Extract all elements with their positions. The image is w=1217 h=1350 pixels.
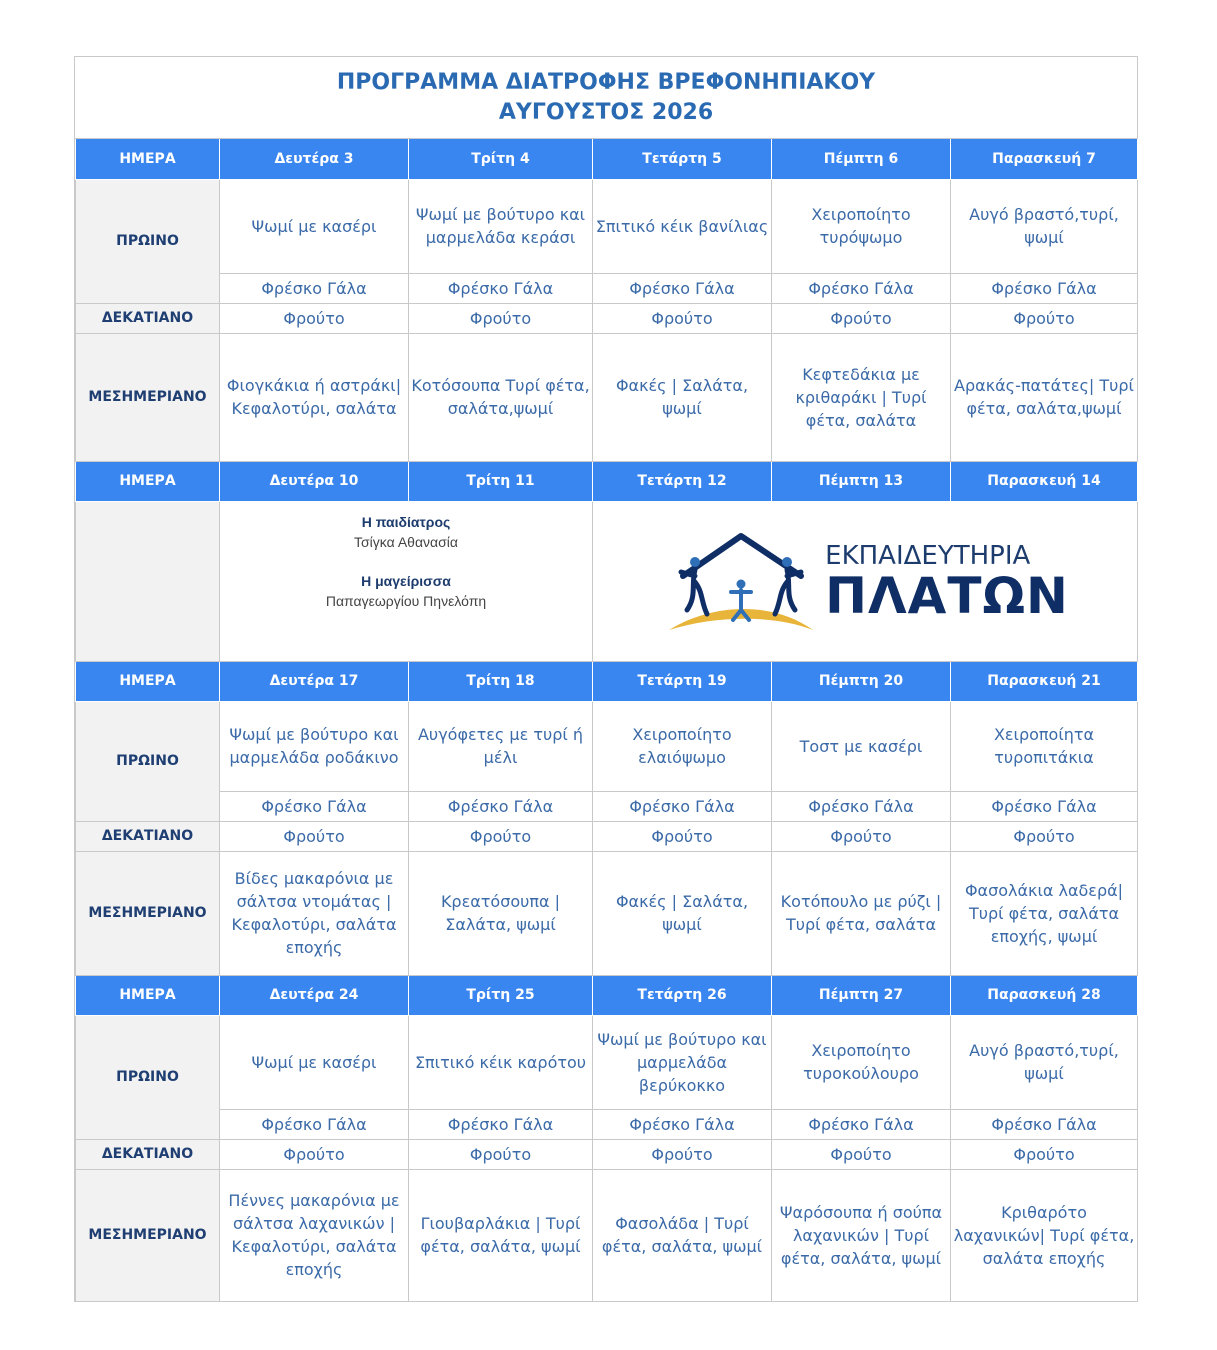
milk-cell: Φρέσκο Γάλα xyxy=(593,791,772,821)
page-subtitle: ΑΥΓΟΥΣΤΟΣ 2026 xyxy=(498,99,714,125)
week4-lunch-row xyxy=(76,1169,1138,1301)
breakfast-cell: Ψωμί με βούτυρο και μαρμελάδα ροδάκινο xyxy=(220,701,409,791)
lunch-cell: Φακές | Σαλάτα, ψωμί xyxy=(593,851,772,975)
day-label: ΗΜΕΡΑ xyxy=(76,661,220,701)
day-header: Πέμπτη 6 xyxy=(772,139,951,179)
day-header: Παρασκευή 28 xyxy=(951,975,1138,1015)
day-label: ΗΜΕΡΑ xyxy=(76,461,220,501)
breakfast-label: ΠΡΩΙΝΟ xyxy=(76,1015,220,1139)
lunch-cell: Κρεατόσουπα | Σαλάτα, ψωμί xyxy=(409,851,593,975)
lunch-cell: Κριθαρότο λαχανικών| Τυρί φέτα, σαλάτα εποχής xyxy=(951,1169,1138,1301)
milk-cell: Φρέσκο Γάλα xyxy=(593,1109,772,1139)
menu-sheet xyxy=(74,56,1138,1302)
breakfast-cell: Αυγό βραστό,τυρί, ψωμί xyxy=(951,179,1138,273)
school-logo xyxy=(595,526,1135,636)
day-label: ΗΜΕΡΑ xyxy=(76,975,220,1015)
breakfast-cell: Τοστ με κασέρι xyxy=(772,701,951,791)
snack-cell: Φρούτο xyxy=(593,1139,772,1169)
lunch-label: ΜΕΣΗΜΕΡΙΑΝΟ xyxy=(76,851,220,975)
milk-cell: Φρέσκο Γάλα xyxy=(409,273,593,303)
milk-cell: Φρέσκο Γάλα xyxy=(593,273,772,303)
week4-breakfast-row xyxy=(76,1015,1138,1109)
milk-cell: Φρέσκο Γάλα xyxy=(951,791,1138,821)
lunch-label: ΜΕΣΗΜΕΡΙΑΝΟ xyxy=(76,333,220,461)
pediatrician-role: Η παιδίατρος xyxy=(361,513,451,530)
day-header: Παρασκευή 7 xyxy=(951,139,1138,179)
lunch-cell: Φιογκάκια ή αστράκι| Κεφαλοτύρι, σαλάτα xyxy=(220,333,409,461)
breakfast-cell: Αυγόφετες με τυρί ή μέλι xyxy=(409,701,593,791)
logo-house-icon xyxy=(661,526,821,636)
snack-cell: Φρούτο xyxy=(220,821,409,851)
day-header: Δευτέρα 3 xyxy=(220,139,409,179)
logo-text-top: ΕΚΠΑΙΔΕΥΤΗΡΙΑ xyxy=(825,541,1031,571)
snack-label: ΔΕΚΑΤΙΑΝΟ xyxy=(76,1139,220,1169)
week3-snack-row xyxy=(76,821,1138,851)
lunch-cell: Ψαρόσουπα ή σούπα λαχανικών | Τυρί φέτα, σαλάτα, ψωμί xyxy=(772,1169,951,1301)
lunch-cell: Βίδες μακαρόνια με σάλτσα ντομάτας | Κεφαλοτύρι, σαλάτα εποχής xyxy=(220,851,409,975)
week1-lunch-row xyxy=(76,333,1138,461)
breakfast-cell: Χειροποίητο ελαιόψωμο xyxy=(593,701,772,791)
week2-header-row xyxy=(76,461,1138,501)
day-header: Τετάρτη 5 xyxy=(593,139,772,179)
cook-role: Η μαγείρισσα xyxy=(361,572,451,589)
day-header: Τρίτη 11 xyxy=(409,461,593,501)
breakfast-cell: Χειροποίητα τυροπιτάκια xyxy=(951,701,1138,791)
snack-cell: Φρούτο xyxy=(951,1139,1138,1169)
day-header: Τετάρτη 19 xyxy=(593,661,772,701)
week3-lunch-row xyxy=(76,851,1138,975)
week1-header-row xyxy=(76,139,1138,179)
week4-header-row xyxy=(76,975,1138,1015)
week3-milk-row xyxy=(76,791,1138,821)
milk-cell: Φρέσκο Γάλα xyxy=(409,791,593,821)
snack-cell: Φρούτο xyxy=(772,303,951,333)
milk-cell: Φρέσκο Γάλα xyxy=(772,791,951,821)
week1-milk-row xyxy=(76,273,1138,303)
week1-snack-row xyxy=(76,303,1138,333)
breakfast-cell: Ψωμί με κασέρι xyxy=(220,179,409,273)
snack-cell: Φρούτο xyxy=(409,303,593,333)
empty-label-cell xyxy=(76,501,220,661)
lunch-cell: Κεφτεδάκια με κριθαράκι | Τυρί φέτα, σαλάτα xyxy=(772,333,951,461)
breakfast-cell: Ψωμί με βούτυρο και μαρμελάδα κεράσι xyxy=(409,179,593,273)
snack-label: ΔΕΚΑΤΙΑΝΟ xyxy=(76,303,220,333)
cook-name: Παπαγεωργίου Πηνελόπη xyxy=(325,592,487,609)
snack-cell: Φρούτο xyxy=(593,303,772,333)
day-header: Τετάρτη 12 xyxy=(593,461,772,501)
snack-cell: Φρούτο xyxy=(593,821,772,851)
week4-snack-row xyxy=(76,1139,1138,1169)
breakfast-cell: Αυγό βραστό,τυρί, ψωμί xyxy=(951,1015,1138,1109)
snack-cell: Φρούτο xyxy=(220,1139,409,1169)
snack-cell: Φρούτο xyxy=(409,821,593,851)
snack-cell: Φρούτο xyxy=(220,303,409,333)
milk-cell: Φρέσκο Γάλα xyxy=(220,1109,409,1139)
day-header: Παρασκευή 21 xyxy=(951,661,1138,701)
day-header: Πέμπτη 13 xyxy=(772,461,951,501)
breakfast-cell: Σπιτικό κέικ βανίλιας xyxy=(593,179,772,273)
lunch-cell: Πέννες μακαρόνια με σάλτσα λαχανικών | Κεφαλοτύρι, σαλάτα εποχής xyxy=(220,1169,409,1301)
staff-info xyxy=(222,512,590,611)
snack-cell: Φρούτο xyxy=(951,303,1138,333)
lunch-cell: Φασολάκια λαδερά|Τυρί φέτα, σαλάτα εποχής, ψωμί xyxy=(951,851,1138,975)
milk-cell: Φρέσκο Γάλα xyxy=(951,1109,1138,1139)
milk-cell: Φρέσκο Γάλα xyxy=(220,273,409,303)
title-box xyxy=(75,57,1137,139)
breakfast-cell: Χειροποίητο τυρόψωμο xyxy=(772,179,951,273)
staff-cell xyxy=(220,501,593,661)
milk-cell: Φρέσκο Γάλα xyxy=(951,273,1138,303)
snack-cell: Φρούτο xyxy=(772,821,951,851)
breakfast-cell: Χειροποίητο τυροκούλουρο xyxy=(772,1015,951,1109)
milk-cell: Φρέσκο Γάλα xyxy=(772,273,951,303)
snack-cell: Φρούτο xyxy=(772,1139,951,1169)
breakfast-cell: Σπιτικό κέικ καρότου xyxy=(409,1015,593,1109)
lunch-cell: Αρακάς-πατάτες| Τυρί φέτα, σαλάτα,ψωμί xyxy=(951,333,1138,461)
lunch-cell: Φασολάδα | Τυρί φέτα, σαλάτα, ψωμί xyxy=(593,1169,772,1301)
day-label: ΗΜΕΡΑ xyxy=(76,139,220,179)
day-header: Πέμπτη 20 xyxy=(772,661,951,701)
breakfast-cell: Ψωμί με κασέρι xyxy=(220,1015,409,1109)
week3-header-row xyxy=(76,661,1138,701)
week2-info-row xyxy=(76,501,1138,661)
snack-label: ΔΕΚΑΤΙΑΝΟ xyxy=(76,821,220,851)
snack-cell: Φρούτο xyxy=(951,821,1138,851)
lunch-cell: Κοτόσουπα Τυρί φέτα, σαλάτα,ψωμί xyxy=(409,333,593,461)
pediatrician-name: Τσίγκα Αθανασία xyxy=(354,533,458,550)
snack-cell: Φρούτο xyxy=(409,1139,593,1169)
lunch-cell: Φακές | Σαλάτα, ψωμί xyxy=(593,333,772,461)
breakfast-cell: Ψωμί με βούτυρο και μαρμελάδα βερύκοκκο xyxy=(593,1015,772,1109)
day-header: Τετάρτη 26 xyxy=(593,975,772,1015)
day-header: Τρίτη 18 xyxy=(409,661,593,701)
breakfast-label: ΠΡΩΙΝΟ xyxy=(76,701,220,821)
breakfast-label: ΠΡΩΙΝΟ xyxy=(76,179,220,303)
logo-cell xyxy=(593,501,1138,661)
day-header: Τρίτη 25 xyxy=(409,975,593,1015)
lunch-cell: Κοτόπουλο με ρύζι | Τυρί φέτα, σαλάτα xyxy=(772,851,951,975)
milk-cell: Φρέσκο Γάλα xyxy=(220,791,409,821)
menu-table xyxy=(75,139,1138,1302)
day-header: Δευτέρα 24 xyxy=(220,975,409,1015)
day-header: Παρασκευή 14 xyxy=(951,461,1138,501)
milk-cell: Φρέσκο Γάλα xyxy=(772,1109,951,1139)
day-header: Πέμπτη 27 xyxy=(772,975,951,1015)
day-header: Δευτέρα 10 xyxy=(220,461,409,501)
week1-breakfast-row xyxy=(76,179,1138,273)
milk-cell: Φρέσκο Γάλα xyxy=(409,1109,593,1139)
day-header: Τρίτη 4 xyxy=(409,139,593,179)
page-title: ΠΡΟΓΡΑΜΜΑ ΔΙΑΤΡΟΦΗΣ ΒΡΕΦΟΝΗΠΙΑΚΟΥ xyxy=(336,69,876,95)
week4-milk-row xyxy=(76,1109,1138,1139)
logo-text-main: ΠΛΑΤΩΝ xyxy=(825,567,1069,625)
lunch-label: ΜΕΣΗΜΕΡΙΑΝΟ xyxy=(76,1169,220,1301)
week3-breakfast-row xyxy=(76,701,1138,791)
lunch-cell: Γιουβαρλάκια | Τυρί φέτα, σαλάτα, ψωμί xyxy=(409,1169,593,1301)
day-header: Δευτέρα 17 xyxy=(220,661,409,701)
